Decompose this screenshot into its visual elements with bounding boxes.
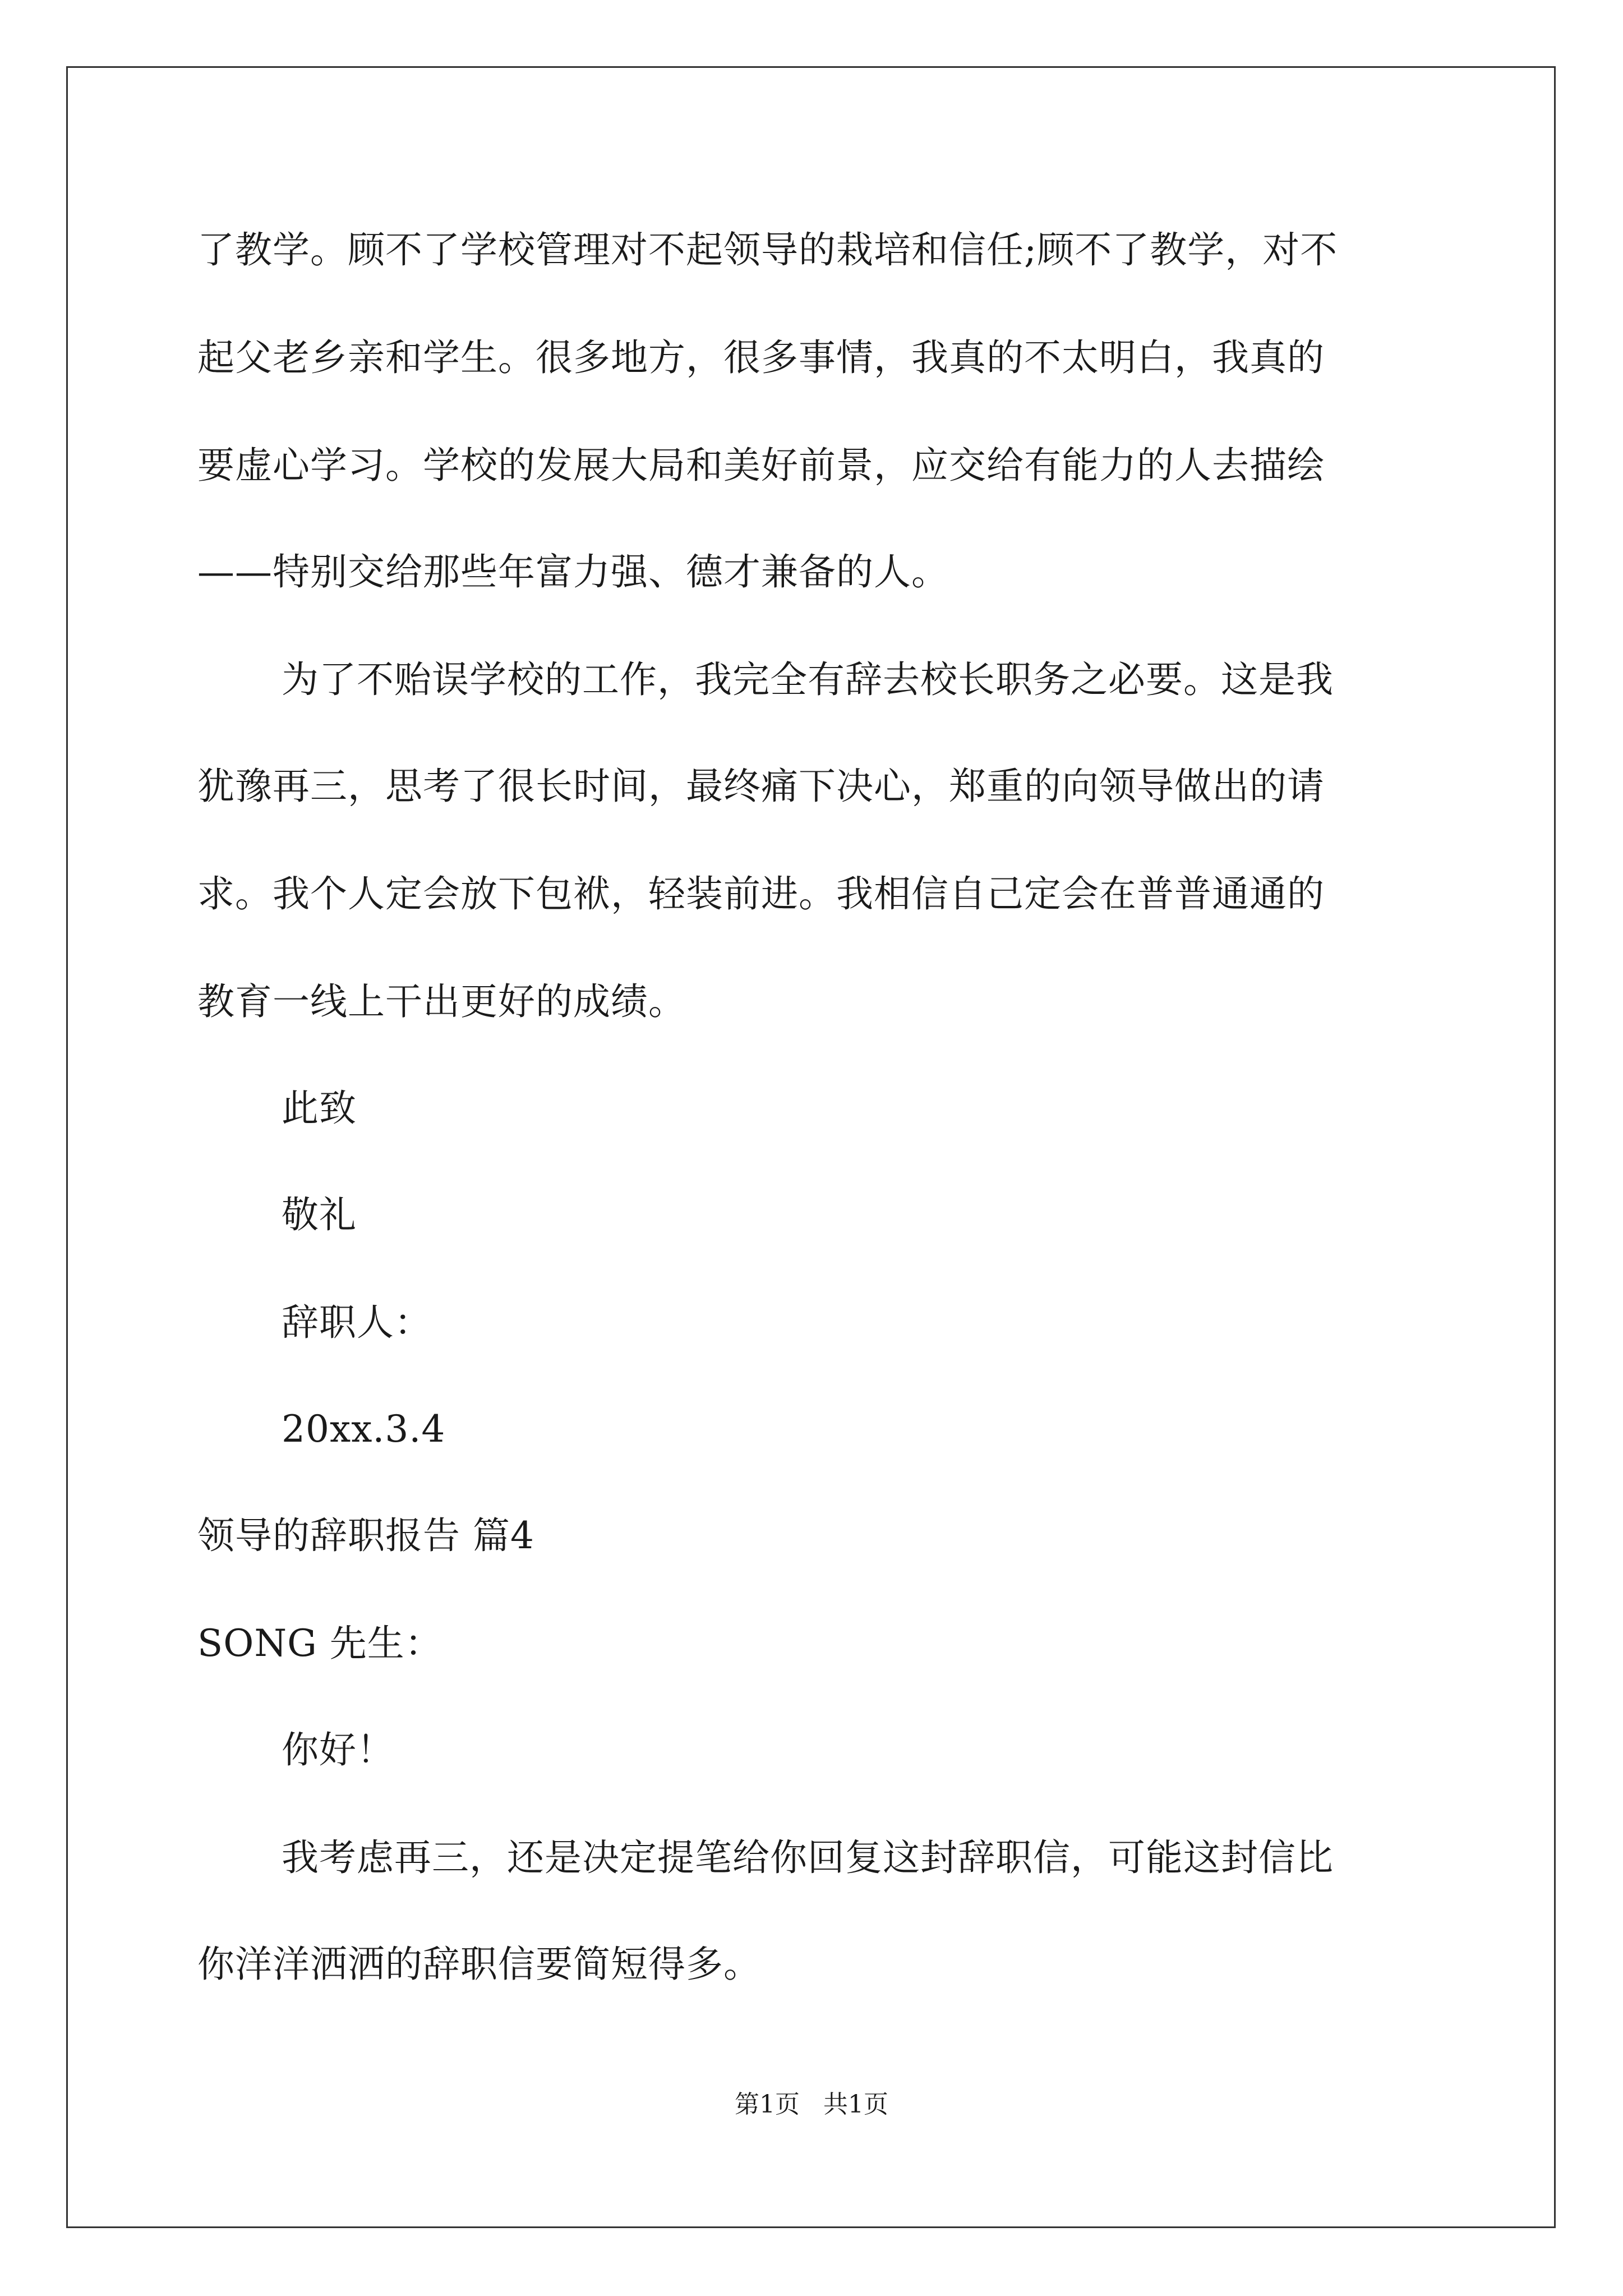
letter-date: 20xx.3.4 — [282, 1407, 446, 1451]
paragraph-line: 教育一线上干出更好的成绩。 — [197, 980, 686, 1023]
greeting: 你好！ — [282, 1728, 394, 1772]
paragraph-line: 求。我个人定会放下包袱，轻装前进。我相信自己定会在普普通通的 — [197, 872, 1325, 915]
paragraph-line: ——特别交给那些年富力强、德才兼备的人。 — [197, 550, 949, 593]
signature-label: 辞职人： — [282, 1301, 432, 1344]
page-border — [66, 66, 1556, 2228]
paragraph-line: 犹豫再三，思考了很长时间，最终痛下决心，郑重的向领导做出的请 — [197, 765, 1325, 808]
recipient-salutation: SONG 先生： — [197, 1622, 442, 1665]
paragraph-line: 了教学。顾不了学校管理对不起领导的栽培和信任;顾不了教学，对不 — [197, 228, 1338, 272]
page-number: 第1页 共1页 — [735, 2090, 888, 2119]
closing-regards: 敬礼 — [282, 1193, 357, 1236]
paragraph-line: 我考虑再三，还是决定提笔给你回复这封辞职信，可能这封信比 — [282, 1836, 1334, 1879]
closing-salutation: 此致 — [282, 1087, 357, 1130]
paragraph-line: 要虚心学习。学校的发展大局和美好前景，应交给有能力的人去描绘 — [197, 444, 1325, 487]
section-heading: 领导的辞职报告 篇4 — [197, 1514, 534, 1557]
paragraph-line: 为了不贻误学校的工作，我完全有辞去校长职务之必要。这是我 — [282, 658, 1334, 701]
paragraph-line: 你洋洋洒洒的辞职信要简短得多。 — [197, 1943, 761, 1986]
paragraph-line: 起父老乡亲和学生。很多地方，很多事情，我真的不太明白，我真的 — [197, 336, 1325, 379]
